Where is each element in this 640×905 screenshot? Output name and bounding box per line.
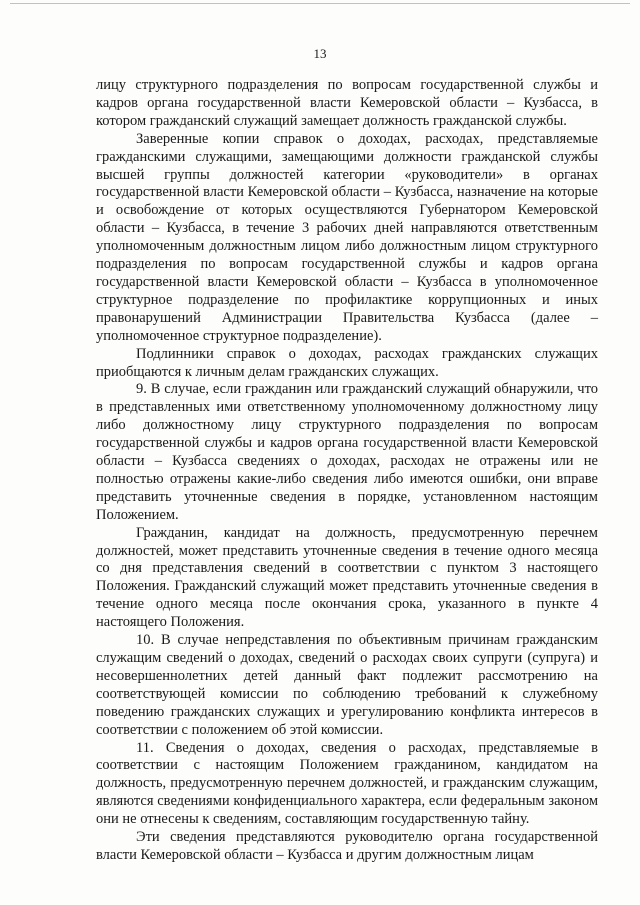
page-number: 13 [313,46,327,61]
paragraph-item-10: 10. В случае непредставления по объективным причинам гражданским служащим сведений о доходах, сведений о расходах своих супруги (супруга) и несовершеннолетних детей данный факт подлежит рассмотрению на соответствующей комиссии по соблюдению требований к служебному поведению гражданских служащих и урегулированию конфликта интересов в соответствии с положением об этой комиссии. [96,632,598,738]
paragraph-certified-copies: Заверенные копии справок о доходах, расходах, представляемые гражданскими служащими, замещающими должности гражданской службы высшей группы должностей категории «руководители» в органах государственной власти Кемеровской области – Кузбасса, назначение на которые и освобождение от которых осуществляются Губернатором Кемеровской области – Кузбасса, в течение 3 рабочих дней направляются ответственным уполномоченным должностным лицом либо должностным лицом структурного подразделения по вопросам государственной службы и кадров органа государственной власти Кемеровской области – Кузбасса в уполномоченное структурное подразделение по профилактике коррупционных и иных правонарушений Администрации Правительства Кузбасса (далее – уполномоченное структурное подразделение). [96,130,598,344]
paragraph-item-11: 11. Сведения о доходах, сведения о расходах, представляемые в соответствии с настоящим Положением гражданином, кандидатом на должность, предусмотренную перечнем должностей, и гражданским служащим, являются сведениями конфиденциального характера, если федеральным законом они не отнесены к сведениям, составляющим государственную тайну. [96,739,598,828]
paragraph-originals: Подлинники справок о доходах, расходах гражданских служащих приобщаются к личным делам гражданских служащих. [96,345,598,380]
scan-edge-line [10,3,630,4]
document-body [96,77,598,865]
paragraph-candidate-clarification: Гражданин, кандидат на должность, предусмотренную перечнем должностей, может представить уточненные сведения в течение одного месяца со дня представления сведений в соответствии с пунктом 3 настоящего Положения. Гражданский служащий может представить уточненные сведения в течение одного месяца после окончания срока, указанного в пункте 4 настоящего Положения. [96,524,598,631]
paragraph-item-9: 9. В случае, если гражданин или гражданский служащий обнаружили, что в представленных ими ответственному уполномоченному должностному лицу либо должностному лицу структурного подразделения по вопросам государственной службы и кадров органа государственной власти Кемеровской области – Кузбасса сведениях о доходах, расходах не отражены или не полностью отражены какие-либо сведения либо имеются ошибки, они вправе представить уточненные сведения в порядке, установленном настоящим Положением. [96,381,598,523]
paragraph-disclosure: Эти сведения представляются руководителю органа государственной власти Кемеровской области – Кузбасса и другим должностным лицам [96,829,598,863]
paragraph-continuation: лицу структурного подразделения по вопросам государственной службы и кадров органа государственной власти Кемеровской области – Кузбасса, в котором гражданский служащий замещает должность гражданской службы. [96,77,598,129]
